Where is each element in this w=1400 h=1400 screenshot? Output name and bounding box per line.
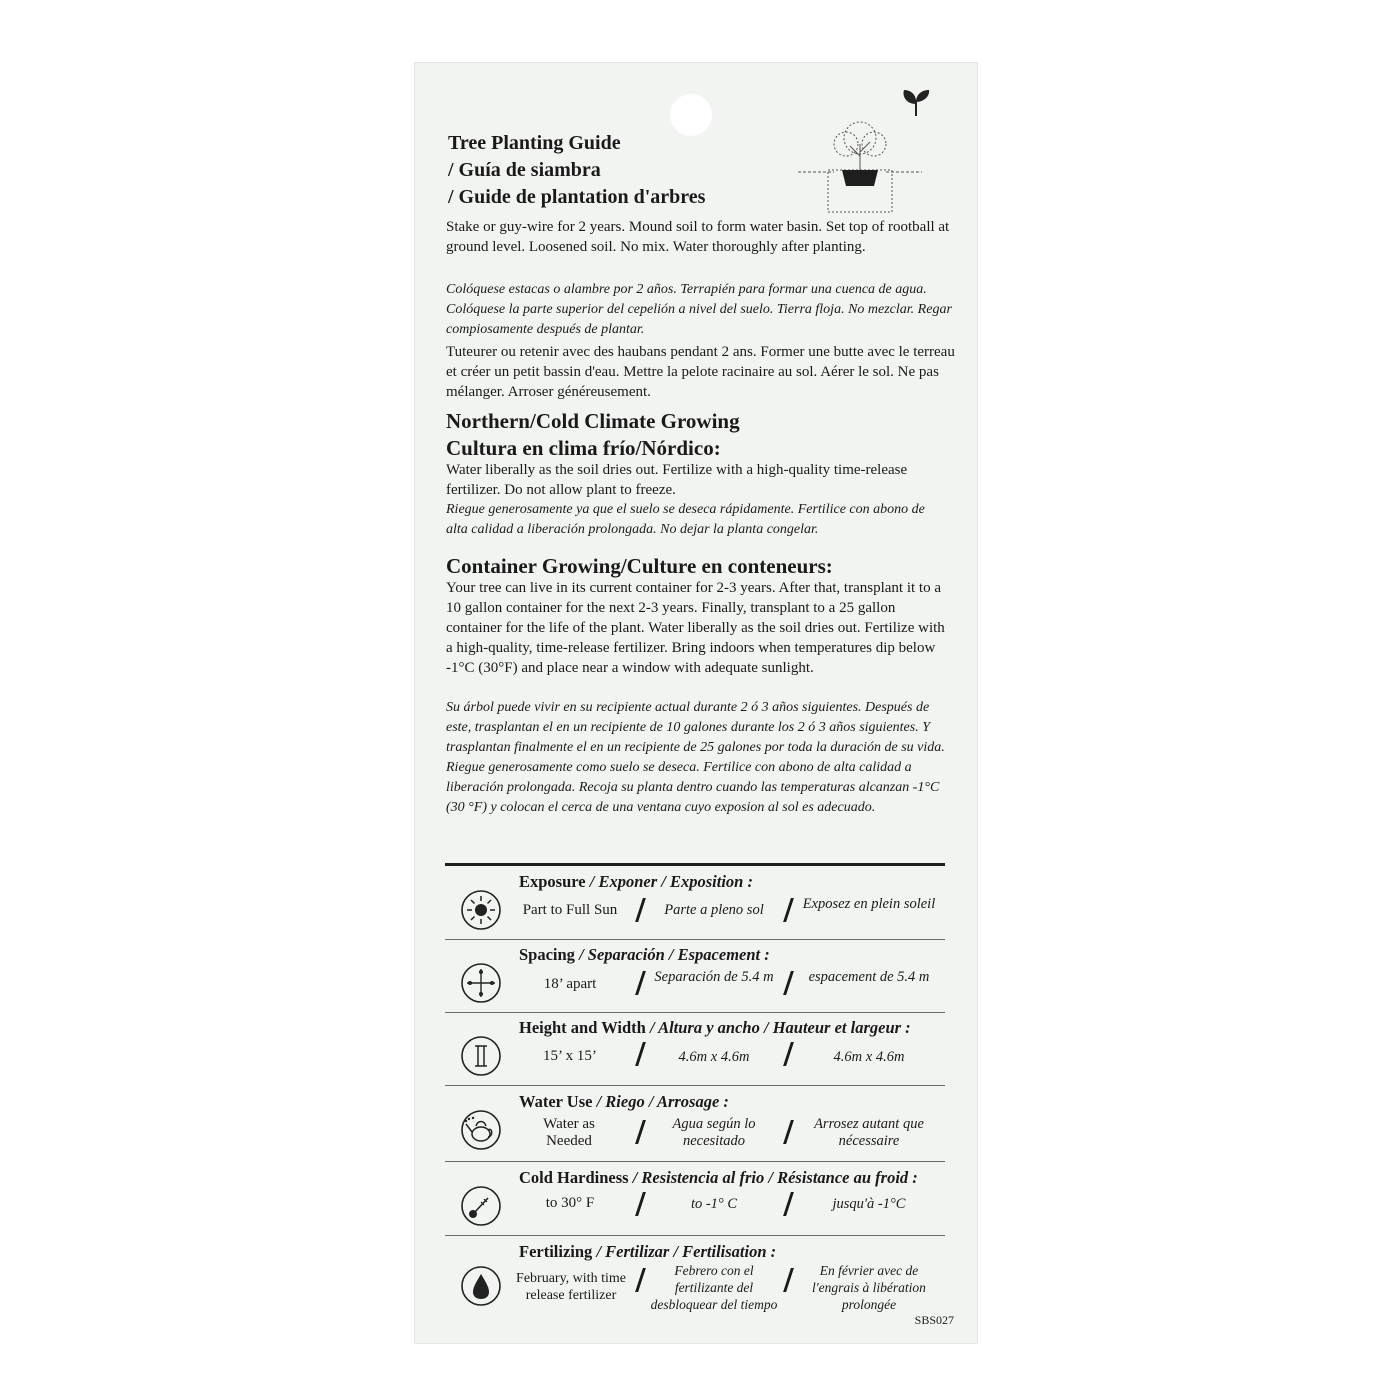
planting-text-fr: Tuteurer ou retenir avec des haubans pendant 2 ans. Former une butte avec le terreau et créer un petit bassin d'eau. Mettre la pelote racinaire au sol. Aérer le sol. Ne pas mélanger. Arroser généreusement. (446, 344, 955, 400)
northern-text-en: Water liberally as the soil dries out. Fertilize with a high-quality time-release fertilizer. Do not allow plant to freeze. (446, 462, 908, 498)
divider-slash (783, 1042, 794, 1066)
water-use-value-es: Agua según lo necesitado (672, 1116, 756, 1149)
divider-slash (783, 1192, 794, 1216)
guide-title (448, 130, 798, 211)
divider-slash (635, 1192, 646, 1216)
water-use-value-en: Water as Needed (543, 1116, 595, 1149)
exposure-value-es: Parte a pleno sol (664, 902, 764, 918)
height-width-value-es: 4.6m x 4.6m (678, 1049, 750, 1065)
spacing-icon (461, 963, 501, 1003)
divider-slash (635, 971, 646, 995)
container-text-es: Su árbol puede vivir en su recipiente actual durante 2 ó 3 años siguientes. Después de este, trasplantan el en un recipiente de 10 galones durante los 2 ó 3 años siguientes. Y trasplantan finalmente el en un recipiente de 25 galones por toda la duración de su vida. Riegue generosamente como suelo se deseca. Fertilice con abono de alta calidad a liberación prolongada. Recoja su planta dentro cuando las temperaturas alcanzan -1°C (30 °F) y colocan el cerca de una ventana cuyo exposion al sol es adecuado. (446, 700, 945, 815)
info-row-height-width (445, 1012, 945, 1086)
sku-code: SBS027 (914, 1313, 954, 1327)
tree-planting-illustration-icon (798, 114, 922, 218)
planting-text-en: Stake or guy-wire for 2 years. Mound soil to form water basin. Set top of rootball at ground level. Loosened soil. No mix. Water thoroughly after planting. (446, 219, 950, 255)
divider-slash (635, 1120, 646, 1144)
container-heading: Container Growing/Culture en conteneurs: (446, 554, 833, 578)
height-width-icon (461, 1036, 501, 1076)
exposure-value-fr: Exposez en plein soleil (802, 896, 936, 912)
height-width-heading: Height and Width / Altura y ancho / Hauteur et largeur : (519, 1018, 911, 1037)
fertilizing-heading: Fertilizing / Fertilizar / Fertilisation : (519, 1242, 777, 1261)
info-row-spacing (445, 939, 945, 1013)
water-use-value-fr: Arrosez autant que nécessaire (814, 1116, 924, 1149)
fertilizer-drop-icon (461, 1266, 501, 1306)
cold-hardiness-value-en: to 30° F (545, 1195, 595, 1211)
fertilizing-value-es: Febrero con el fertilizante del desbloquear del tiempo (650, 1263, 778, 1312)
water-use-heading: Water Use / Riego / Arrosage : (519, 1092, 729, 1111)
info-row-exposure (445, 866, 945, 940)
cold-hardiness-value-es: to -1° C (690, 1196, 738, 1212)
northern-heading-es: Cultura en clima frío/Nórdico: (446, 436, 721, 460)
cold-hardiness-value-fr: jusqu'à -1°C (832, 1196, 906, 1212)
fertilizing-value-fr: En février avec de l'engrais à libération prolongée (812, 1263, 926, 1312)
divider-slash (635, 898, 646, 922)
info-row-water-use (445, 1086, 945, 1162)
height-width-value-en: 15’ x 15’ (543, 1048, 597, 1064)
info-row-cold-hardiness (445, 1162, 945, 1236)
exposure-value-en: Part to Full Sun (522, 902, 618, 918)
spacing-value-fr: espacement de 5.4 m (808, 969, 930, 985)
planting-text-es: Colóquese estacas o alambre por 2 años. Terrapién para formar una cuenca de agua. Colóquese la parte superior del cepelión a nivel del suelo. Tierra floja. No mezclar. Regar compiosamente después de plantar. (446, 282, 952, 337)
exposure-heading: Exposure / Exponer / Exposition : (519, 872, 753, 891)
divider-slash (783, 898, 794, 922)
container-text-en: Your tree can live in its current container for 2-3 years. After that, transplant it to a 10 gallon container for the next 2-3 years. Finally, transplant to a 25 gallon container for the life of the plant. Water liberally as the soil dries out. Fertilize with a high-quality, time-release fertilizer. Bring indoors when temperatures dip below -1°C (30°F) and place near a window with adequate sunlight. (446, 580, 945, 676)
divider-slash (783, 1268, 794, 1292)
title-english: Tree Planting Guide (448, 132, 621, 154)
spacing-value-en: 18’ apart (543, 976, 597, 992)
divider-slash (783, 1120, 794, 1144)
planting-guide-card (414, 62, 978, 1344)
northern-text-es: Riegue generosamente ya que el suelo se deseca rápidamente. Fertilice con abono de alta calidad a liberación prolongada. No dejar la planta congelar. (446, 502, 925, 537)
divider-slash (635, 1042, 646, 1066)
divider-slash (783, 971, 794, 995)
fertilizing-value-en: February, with time release fertilizer (516, 1271, 626, 1303)
thermometer-icon (461, 1186, 501, 1226)
spacing-value-es: Separación de 5.4 m (654, 969, 774, 985)
water-can-icon (461, 1110, 501, 1150)
cold-hardiness-heading: Cold Hardiness / Resistencia al frio / Résistance au froid : (519, 1168, 918, 1187)
title-french: / Guide de plantation d'arbres (448, 186, 706, 208)
title-spanish: / Guía de siambra (448, 159, 601, 181)
sun-icon (461, 890, 501, 930)
northern-heading-en: Northern/Cold Climate Growing (446, 409, 740, 433)
spacing-heading: Spacing / Separación / Espacement : (519, 945, 770, 964)
info-row-fertilizing (445, 1236, 945, 1326)
height-width-value-fr: 4.6m x 4.6m (833, 1049, 905, 1065)
divider-slash (635, 1268, 646, 1292)
